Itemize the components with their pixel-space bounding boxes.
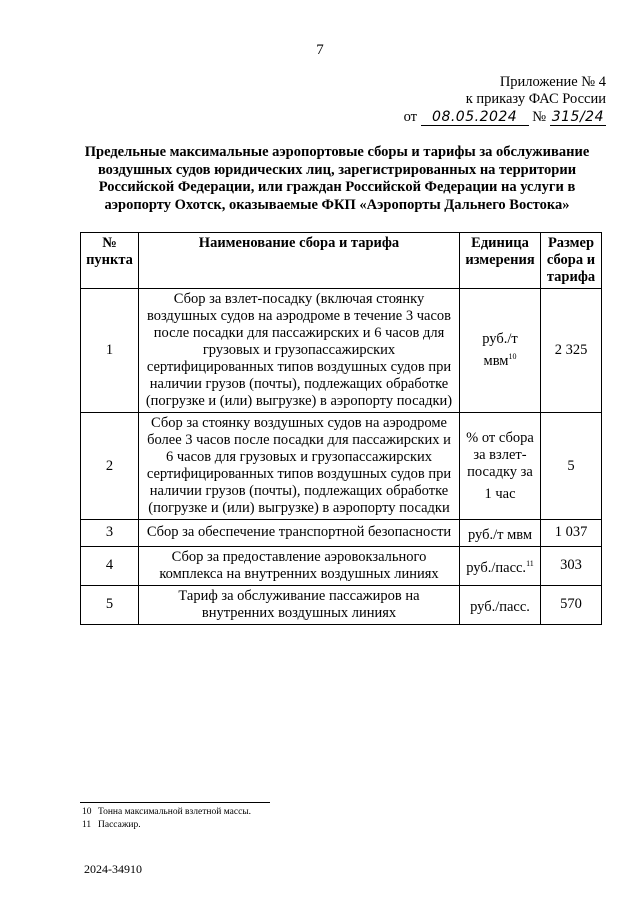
row-name: Сбор за взлет-посадку (включая стоянку воздушных судов на аэродроме в течение 3 часов после посадки для пассажирских и 6 часов для грузовых и грузопассажирских сертифицированных типов воздушных судов при наличии грузов (почты), подлежащих обработке (погрузке и (или) выгрузке) в аэропорту посадки) bbox=[139, 289, 460, 413]
row-size: 570 bbox=[541, 585, 602, 624]
row-size: 303 bbox=[541, 546, 602, 585]
appendix-block bbox=[404, 74, 606, 126]
appendix-date-line bbox=[404, 109, 606, 126]
row-size: 1 037 bbox=[541, 520, 602, 547]
document-id: 2024-34910 bbox=[84, 862, 142, 876]
number-prefix: № bbox=[532, 109, 547, 125]
footnote-ref: 10 bbox=[508, 352, 517, 362]
row-num: 4 bbox=[81, 546, 139, 585]
appendix-order: к приказу ФАС России bbox=[465, 91, 606, 107]
row-num: 1 bbox=[81, 289, 139, 413]
footnotes bbox=[82, 806, 251, 832]
footnote-ref: 11 bbox=[526, 558, 534, 568]
footnote: 10 Тонна максимальной взлетной массы. bbox=[82, 807, 252, 817]
order-number: 315/24 bbox=[551, 109, 604, 125]
header-unit: Единица измерения bbox=[460, 233, 541, 289]
header-num: № пункта bbox=[81, 233, 139, 289]
row-unit: руб./т мвм bbox=[460, 520, 541, 547]
row-name: Сбор за стоянку воздушных судов на аэродроме более 3 часов после посадки для пассажирских и 6 часов для грузовых и грузопассажирских сертифицированных типов воздушных судов при наличии грузов (почты), подлежащих обработке (погрузке и (или) выгрузке) в аэропорту посадки bbox=[139, 413, 460, 520]
row-name: Тариф за обслуживание пассажиров на внутренних воздушных линиях bbox=[139, 585, 460, 624]
tariffs-table bbox=[80, 232, 602, 625]
row-name: Сбор за предоставление аэровокзального комплекса на внутренних воздушных линиях bbox=[139, 546, 460, 585]
table-row bbox=[81, 289, 602, 413]
date-prefix: от bbox=[403, 109, 418, 125]
table-header-row bbox=[81, 233, 602, 289]
header-name: Наименование сбора и тарифа bbox=[139, 233, 460, 289]
appendix-title: Приложение № 4 bbox=[499, 74, 606, 90]
row-num: 3 bbox=[81, 520, 139, 547]
row-unit: % от сбора за взлет-посадку за 1 час bbox=[460, 413, 541, 520]
row-size: 5 bbox=[541, 413, 602, 520]
footnote-divider bbox=[80, 802, 270, 803]
row-unit: руб./пасс.$^{11}$ bbox=[460, 546, 541, 585]
table-row bbox=[81, 520, 602, 547]
row-size: 2 325 bbox=[541, 289, 602, 413]
row-name: Сбор за обеспечение транспортной безопасности bbox=[139, 520, 460, 547]
row-num: 5 bbox=[81, 585, 139, 624]
row-num: 2 bbox=[81, 413, 139, 520]
header-size: Размер сбора и тарифа bbox=[541, 233, 602, 289]
table-row bbox=[81, 585, 602, 624]
table-row bbox=[81, 546, 602, 585]
footnote: 11 Пассажир. bbox=[82, 820, 141, 830]
document-title: Предельные максимальные аэропортовые сборы и тарифы за обслуживание воздушных судов юридических лиц, зарегистрированных на территории Российской Федерации, или граждан Российской Федерации на услуги в аэропорту Охотск, оказываемые ФКП «Аэропорты Дальнего Востока» bbox=[84, 144, 590, 213]
page-number: 7 bbox=[316, 42, 324, 58]
order-date: 08.05.2024 bbox=[421, 110, 529, 126]
row-unit: руб./т мвм$^{10}$ bbox=[460, 289, 541, 413]
table-row bbox=[81, 413, 602, 520]
row-unit: руб./пасс. bbox=[460, 585, 541, 624]
